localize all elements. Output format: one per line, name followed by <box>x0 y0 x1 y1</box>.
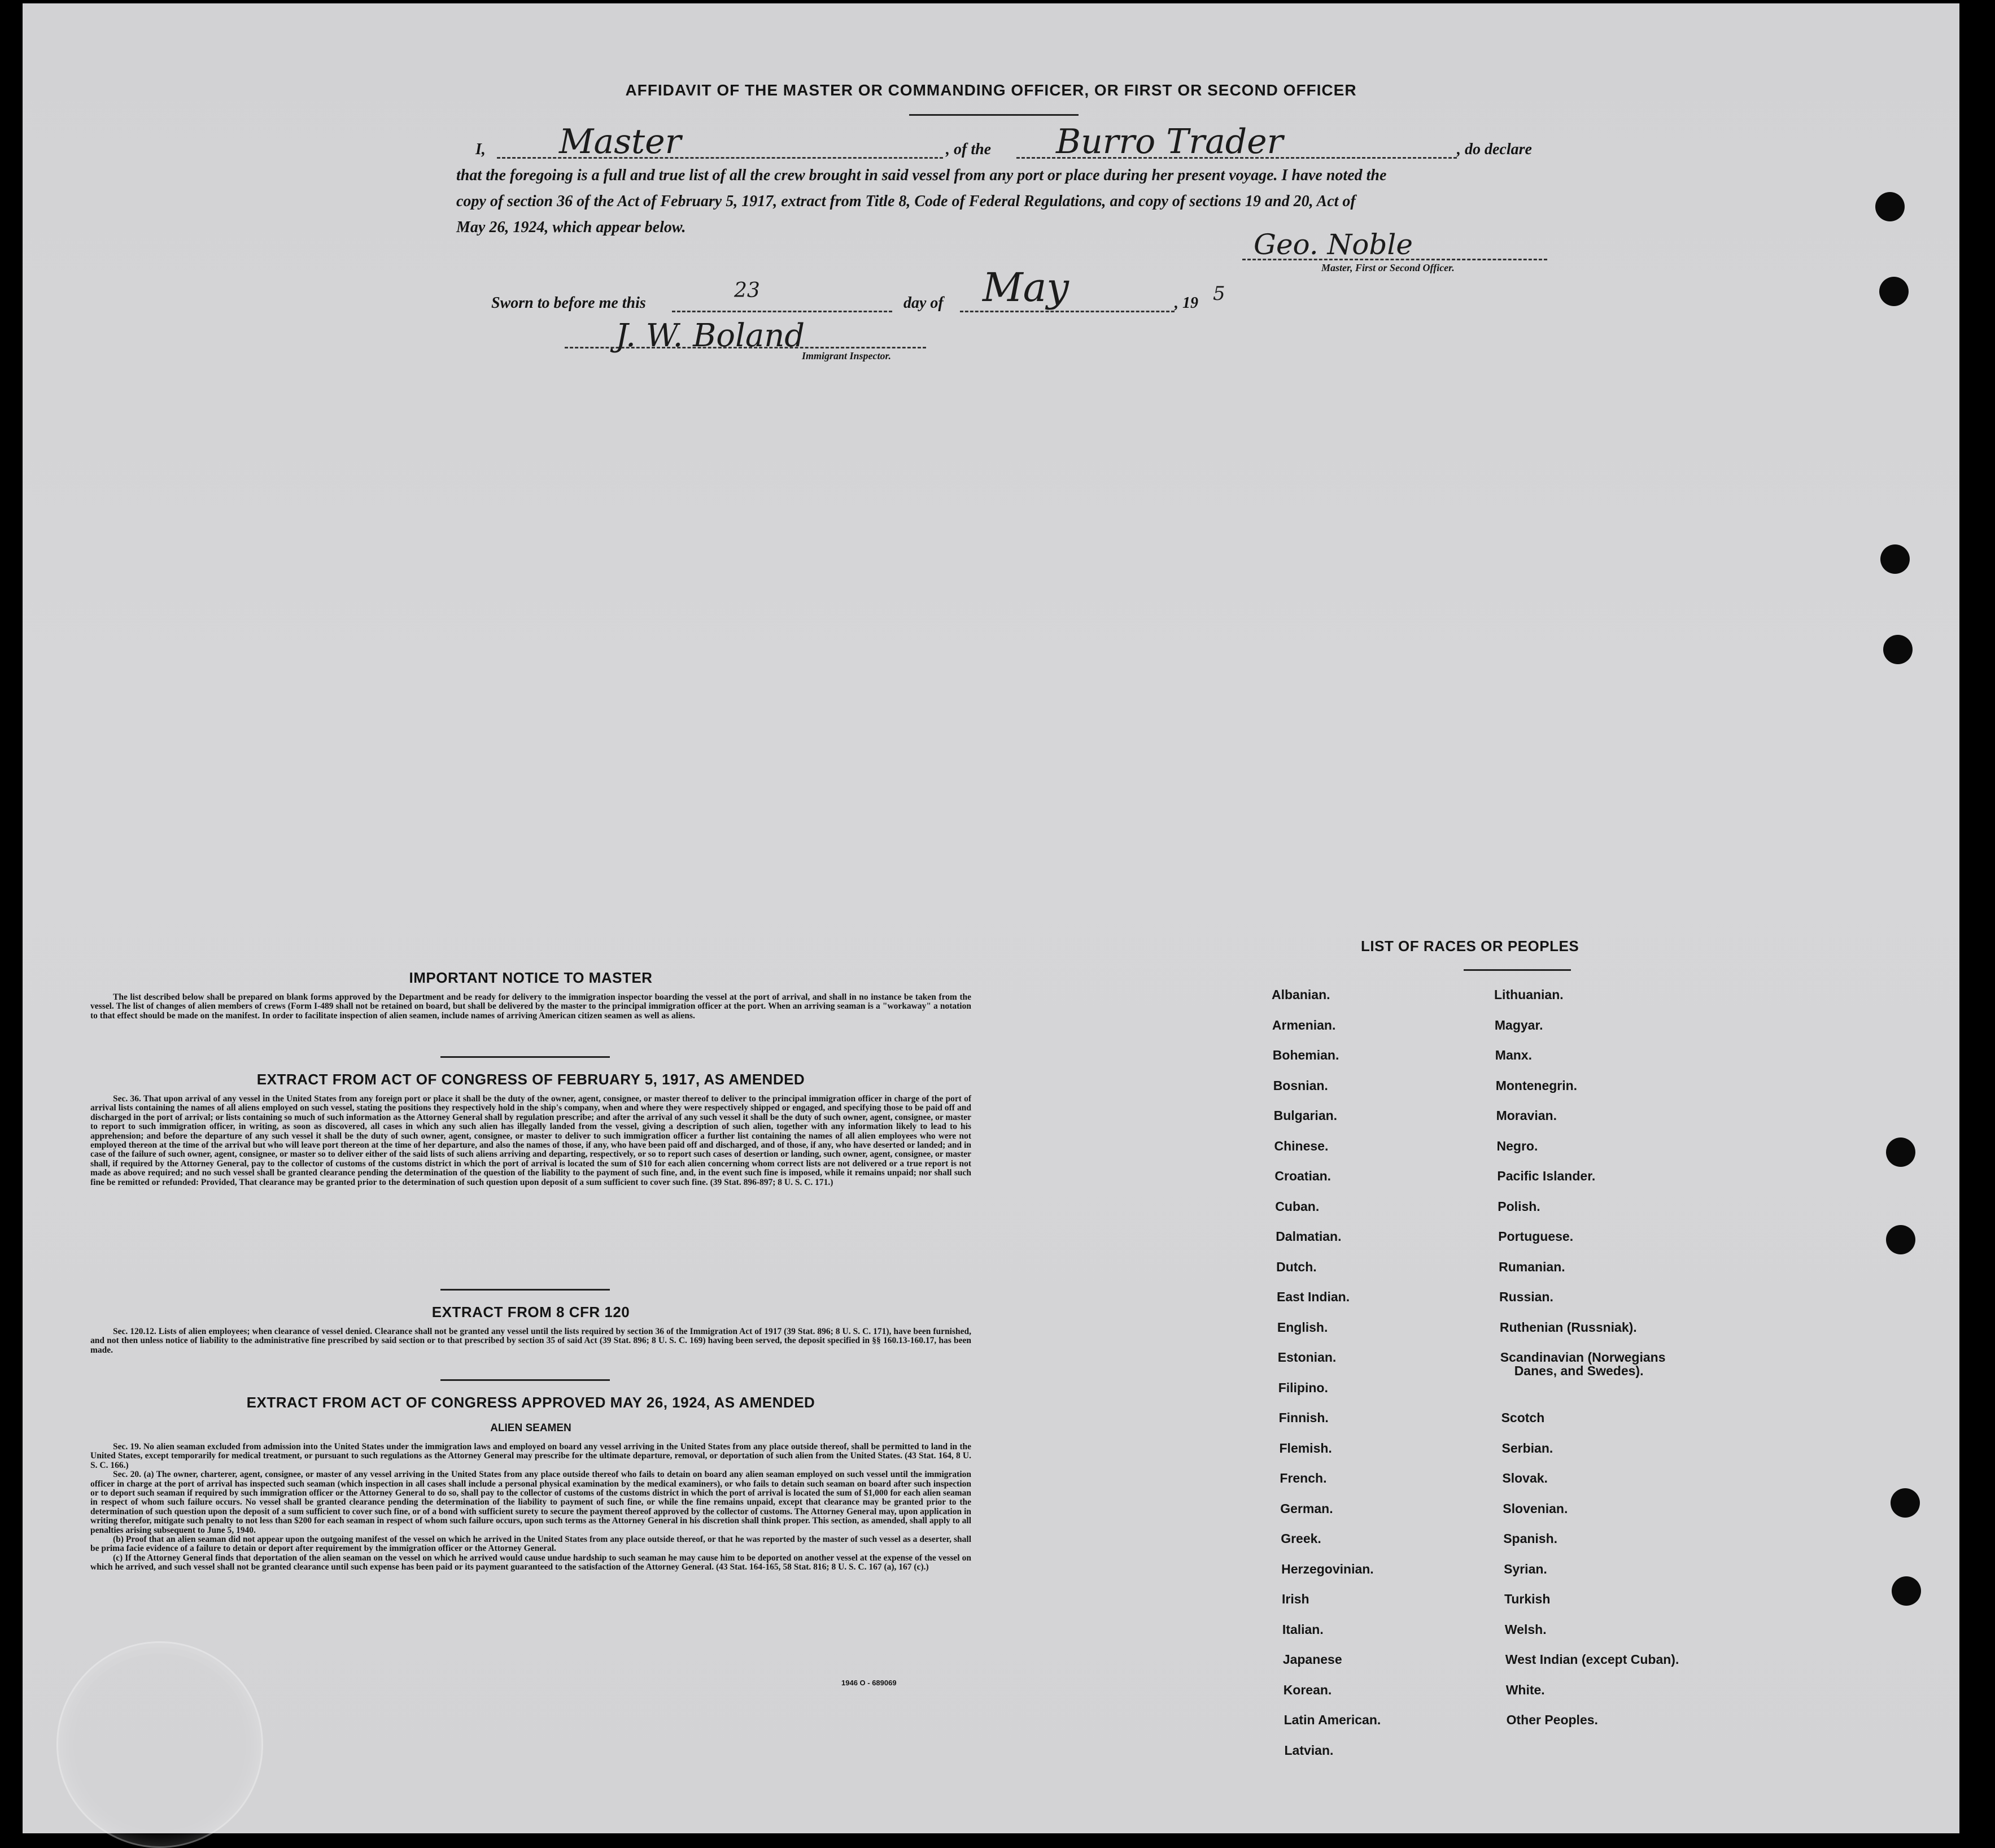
inspector-signature-line <box>565 347 926 348</box>
race-item: Negro. <box>1496 1138 1538 1153</box>
race-item: Ruthenian (Russniak). <box>1499 1319 1637 1335</box>
punch-hole <box>1886 1137 1915 1167</box>
punch-hole <box>1886 1225 1915 1254</box>
race-item: Flemish. <box>1279 1440 1332 1455</box>
race-item: Rumanian. <box>1499 1259 1565 1274</box>
sworn-label: Sworn to before me this <box>491 294 646 312</box>
races-title: LIST OF RACES OR PEOPLES <box>1361 938 1579 954</box>
race-item: Turkish <box>1504 1592 1551 1606</box>
extract-1924-sec20c: (c) If the Attorney General finds that deportation of the alien seaman on the vessel on which he arrived would cause undue hardship to such seaman he may cause him to be deported on another vessel at the expense of the vessel on which he arrived, and such vessel shall not be granted clearance until such expense has been paid or its payment guaranteed to the satisfaction of the Attorney General. (43 Stat. 164-165, 58 Stat. 816; 8 U. S. C. 167 (a), 167 (c).) <box>90 1553 971 1572</box>
race-item: Finnish. <box>1278 1410 1329 1425</box>
race-item: East Indian. <box>1277 1289 1350 1304</box>
race-item: Irish <box>1282 1592 1309 1606</box>
extract-1924-sec20a: Sec. 20. (a) The owner, charterer, agent, consignee, or master of any vessel arriving in the United States from any place outside thereof who fails to detain on board any alien seaman employed on such vessel until the immigration officer in charge at the port of arrival has inspected such seaman (which inspection in all cases shall include a personal physical examination by the medical examiners), or who fails to detain such seaman on board after such inspection or to deport such seaman if required by such immigration officer or the Attorney General to do so, shall pay to the collector of customs of the customs district in which the port of arrival is located the sum of $1,000 for each alien seaman in respect of whom such failure occurs. No vessel shall be granted clearance pending the determination of the liability to payment of such fine, or while the fine remains unpaid, except that clearance may be granted prior to the determination of such question upon the deposit of a sum sufficient to cover such fine, or of a bond with sufficient surety to secure the payment thereof approved by the collector of customs. The Attorney General may, upon application in writing therefor, mitigate such penalty to not less than $200 for each seaman in respect of whom such failure occurs, upon such terms as the Attorney General in his discretion shall think proper. This section, as amended, shall apply to all penalties arising subsequent to June 5, 1940. <box>90 1470 971 1535</box>
notice-paragraph: The list described below shall be prepared on blank forms approved by the Department and be ready for delivery to the immigration inspector boarding the vessel at the port of arrival, and shall in no instance be taken from the vessel. The list of changes of alien members of crews (Form I-489 shall not be retained on board, but shall be delivered by the master to the principal immigration officer at the port. When an arriving seaman is a "workaway" a notation to that effect should be made on the manifest. In order to facilitate inspection of alien seamen, include names of arriving American citizen seamen as well as aliens. <box>90 992 971 1021</box>
punch-hole <box>1883 635 1913 664</box>
extract-1924-body <box>90 1442 971 1572</box>
day-line <box>672 311 892 312</box>
section-divider <box>440 1056 610 1058</box>
race-item: Syrian. <box>1504 1561 1547 1576</box>
extract-cfr-body <box>90 1327 971 1355</box>
race-item: Slovenian. <box>1503 1501 1568 1516</box>
race-item: Slovak. <box>1502 1471 1548 1485</box>
race-item: Greek. <box>1281 1531 1321 1546</box>
race-item: Herzegovinian. <box>1281 1561 1374 1576</box>
race-item: Dalmatian. <box>1276 1229 1342 1244</box>
year-prefix: , 19 <box>1175 294 1198 312</box>
extract-1924-subtitle: ALIEN SEAMEN <box>490 1422 571 1434</box>
inspector-signature: J. W. Boland <box>615 317 805 354</box>
race-item: Pacific Islander. <box>1497 1169 1596 1183</box>
race-item: Estonian. <box>1277 1350 1337 1365</box>
race-item: French. <box>1280 1471 1327 1485</box>
affidavit-title: AFFIDAVIT OF THE MASTER OR COMMANDING OFFICER, OR FIRST OR SECOND OFFICER <box>625 81 1357 99</box>
filled-vessel: Burro Trader <box>1056 122 1284 162</box>
extract-1924-sec20b: (b) Proof that an alien seaman did not appear upon the outgoing manifest of the vessel on which he arrived in the United States from any place outside thereof, or that he was reported by the master of such vessel as a deserter, shall be prima facie evidence of a failure to detain or deport after requirement by the immigration officer or the Attorney General. <box>90 1535 971 1554</box>
race-item: Bosnian. <box>1273 1078 1328 1093</box>
race-item: Montenegrin. <box>1495 1078 1578 1093</box>
sworn-day: 23 <box>734 279 760 302</box>
race-item: Dutch. <box>1276 1259 1317 1274</box>
race-item: Latvian. <box>1284 1742 1334 1758</box>
filled-rank: Master <box>559 122 682 162</box>
embossed-seal <box>56 1641 263 1848</box>
race-item: West Indian (except Cuban). <box>1505 1652 1679 1667</box>
race-item: Filipino. <box>1278 1380 1328 1395</box>
sworn-month: May <box>983 264 1069 311</box>
month-line <box>960 311 1175 312</box>
section-divider <box>440 1289 610 1291</box>
race-item: Korean. <box>1283 1682 1332 1697</box>
race-item: Cuban. <box>1275 1198 1320 1214</box>
race-item: Bulgarian. <box>1273 1108 1338 1123</box>
officer-caption: Master, First or Second Officer. <box>1321 262 1455 273</box>
punch-hole <box>1879 277 1909 306</box>
do-declare-label: , do declare <box>1457 141 1532 158</box>
of-the-label: , of the <box>946 141 992 158</box>
race-item: Bohemian. <box>1272 1048 1339 1062</box>
extract-1924-title: EXTRACT FROM ACT OF CONGRESS APPROVED MAY 26, 1924, AS AMENDED <box>246 1394 815 1411</box>
race-item: Welsh. <box>1504 1622 1547 1637</box>
race-item: White. <box>1505 1682 1545 1697</box>
declaration-line-4: May 26, 1924, which appear below. <box>456 219 686 236</box>
races-divider <box>1464 969 1571 971</box>
punch-hole <box>1875 192 1905 221</box>
notice-title: IMPORTANT NOTICE TO MASTER <box>409 969 653 986</box>
extract-1924-sec19: Sec. 19. No alien seaman excluded from admission into the United States under the immigration laws and employed on board any vessel arriving in the United States from any place outside thereof, shall be permitted to land in the United States, except temporarily for medical treatment, or pursuant to such regulations as the Attorney General may prescribe for the ultimate departure, removal, or deportation of such alien from the United States. (43 Stat. 164, 8 U. S. C. 166.) <box>90 1442 971 1470</box>
extract-cfr-title: EXTRACT FROM 8 CFR 120 <box>431 1304 630 1320</box>
race-item: Serbian. <box>1501 1440 1553 1455</box>
race-item: English. <box>1277 1319 1328 1335</box>
race-item: Lithuanian. <box>1494 987 1564 1002</box>
race-item: Italian. <box>1282 1622 1324 1637</box>
race-item: Polish. <box>1498 1198 1540 1214</box>
extract-1917-title: EXTRACT FROM ACT OF CONGRESS OF FEBRUARY 5, 1917, AS AMENDED <box>256 1071 805 1088</box>
race-item: Latin American. <box>1284 1712 1381 1727</box>
race-item: Albanian. <box>1272 987 1330 1002</box>
race-item: Japanese <box>1282 1652 1342 1667</box>
race-item: Croatian. <box>1274 1169 1332 1183</box>
notice-body <box>90 993 971 1021</box>
race-item: Magyar. <box>1494 1017 1543 1032</box>
race-item: Manx. <box>1495 1048 1532 1062</box>
race-item: Spanish. <box>1503 1531 1558 1546</box>
i-label: I, <box>475 141 486 158</box>
extract-cfr-paragraph: Sec. 120.12. Lists of alien employees; when clearance of vessel denied. Clearance shall not be granted any vessel until the lists required by section 36 of the Immigration Act of 1917 (39 Stat. 896; 8 U. S. C. 171), have been furnished, and not then unless notice of liability to the administrative fine prescribed by said section or to that prescribed by section 35 of said Act (39 Stat. 896; 8 U. S. C. 169) having been served, the deposit specified in §§ 160.13-160.17, has been made. <box>90 1327 971 1355</box>
year-suffix: 5 <box>1213 282 1225 305</box>
print-code: 1946 O - 689069 <box>841 1679 897 1687</box>
race-item: Armenian. <box>1272 1017 1336 1032</box>
inspector-caption: Immigrant Inspector. <box>802 350 892 361</box>
punch-hole <box>1891 1488 1920 1518</box>
punch-hole <box>1880 544 1910 574</box>
title-divider <box>909 114 1079 116</box>
section-divider <box>440 1379 610 1381</box>
race-item: Scandinavian (Norwegians <box>1500 1350 1666 1365</box>
officer-signature: Geo. Noble <box>1254 228 1413 261</box>
extract-1917-body <box>90 1095 971 1187</box>
race-item: Moravian. <box>1496 1108 1557 1123</box>
race-item: German. <box>1280 1501 1333 1516</box>
race-item: Russian. <box>1499 1289 1553 1304</box>
declaration-line-3: copy of section 36 of the Act of February 5, 1917, extract from Title 8, Code of Federal Regulations, and copy of sections 19 and 20, Act of <box>456 193 1356 210</box>
declaration-line-2: that the foregoing is a full and true list of all the crew brought in said vessel from any port or place during her present voyage. I have noted the <box>456 167 1387 184</box>
race-item: Other Peoples. <box>1506 1712 1598 1727</box>
race-item: Portuguese. <box>1498 1229 1574 1244</box>
race-item: Scotch <box>1501 1410 1545 1425</box>
extract-1917-paragraph: Sec. 36. That upon arrival of any vessel in the United States from any foreign port or place it shall be the duty of the owner, agent, consignee, or master thereof to deliver to the principal immigration officer in charge of the port of arrival lists containing the names of all aliens employed on such vessel, stating the positions they respectively hold in the ship's company, when and where they were respectively shipped or engaged, and specifying those to be paid off and discharged in the port of arrival; or lists containing so much of such information as the Attorney General shall by regulation prescribe; and after the arrival of any such vessel it shall be the duty of such owner, agent, consignee, or master to report to such immigration officer, in writing, as soon as discovered, all cases in which any such alien has illegally landed from the vessel, giving a description of such alien, together with any information likely to lead to his apprehension; and before the departure of any such vessel it shall be the duty of such owner, agent, consignee, or master to deliver to such immigration officer a further list containing the names of all alien employees who were not employed thereon at the time of the arrival but who will leave port thereon at the time of her departure, and also the names of those, if any, who have been paid off and discharged, and of those, if any, who have deserted or landed; and in case of the failure of such owner, agent, consignee, or master so to deliver either of the said lists of such aliens arriving and departing, respectively, or so to report such cases of desertion or landing, such owner, agent, consignee, or master shall, if required by the Attorney General, pay to the collector of customs of the customs district in which the port of arrival is located the sum of $10 for each alien concerning whom correct lists are not delivered or a true report is not made as above required; and no such vessel shall be granted clearance pending the determination of the question of the liability to the payment of such fine, and, in the event such fine is imposed, while it remains unpaid; nor shall such fine be remitted or refunded: Provided, That clearance may be granted prior to the determination of such question upon deposit of a sum sufficient to cover such fine. (39 Stat. 896-897; 8 U. S. C. 171.) <box>90 1094 971 1187</box>
race-item: Danes, and Swedes). <box>1514 1363 1644 1378</box>
day-of-label: day of <box>903 294 944 312</box>
manifest-page <box>23 3 1959 1833</box>
officer-signature-line <box>1242 259 1547 260</box>
punch-hole <box>1892 1576 1921 1606</box>
race-item: Chinese. <box>1274 1138 1329 1153</box>
